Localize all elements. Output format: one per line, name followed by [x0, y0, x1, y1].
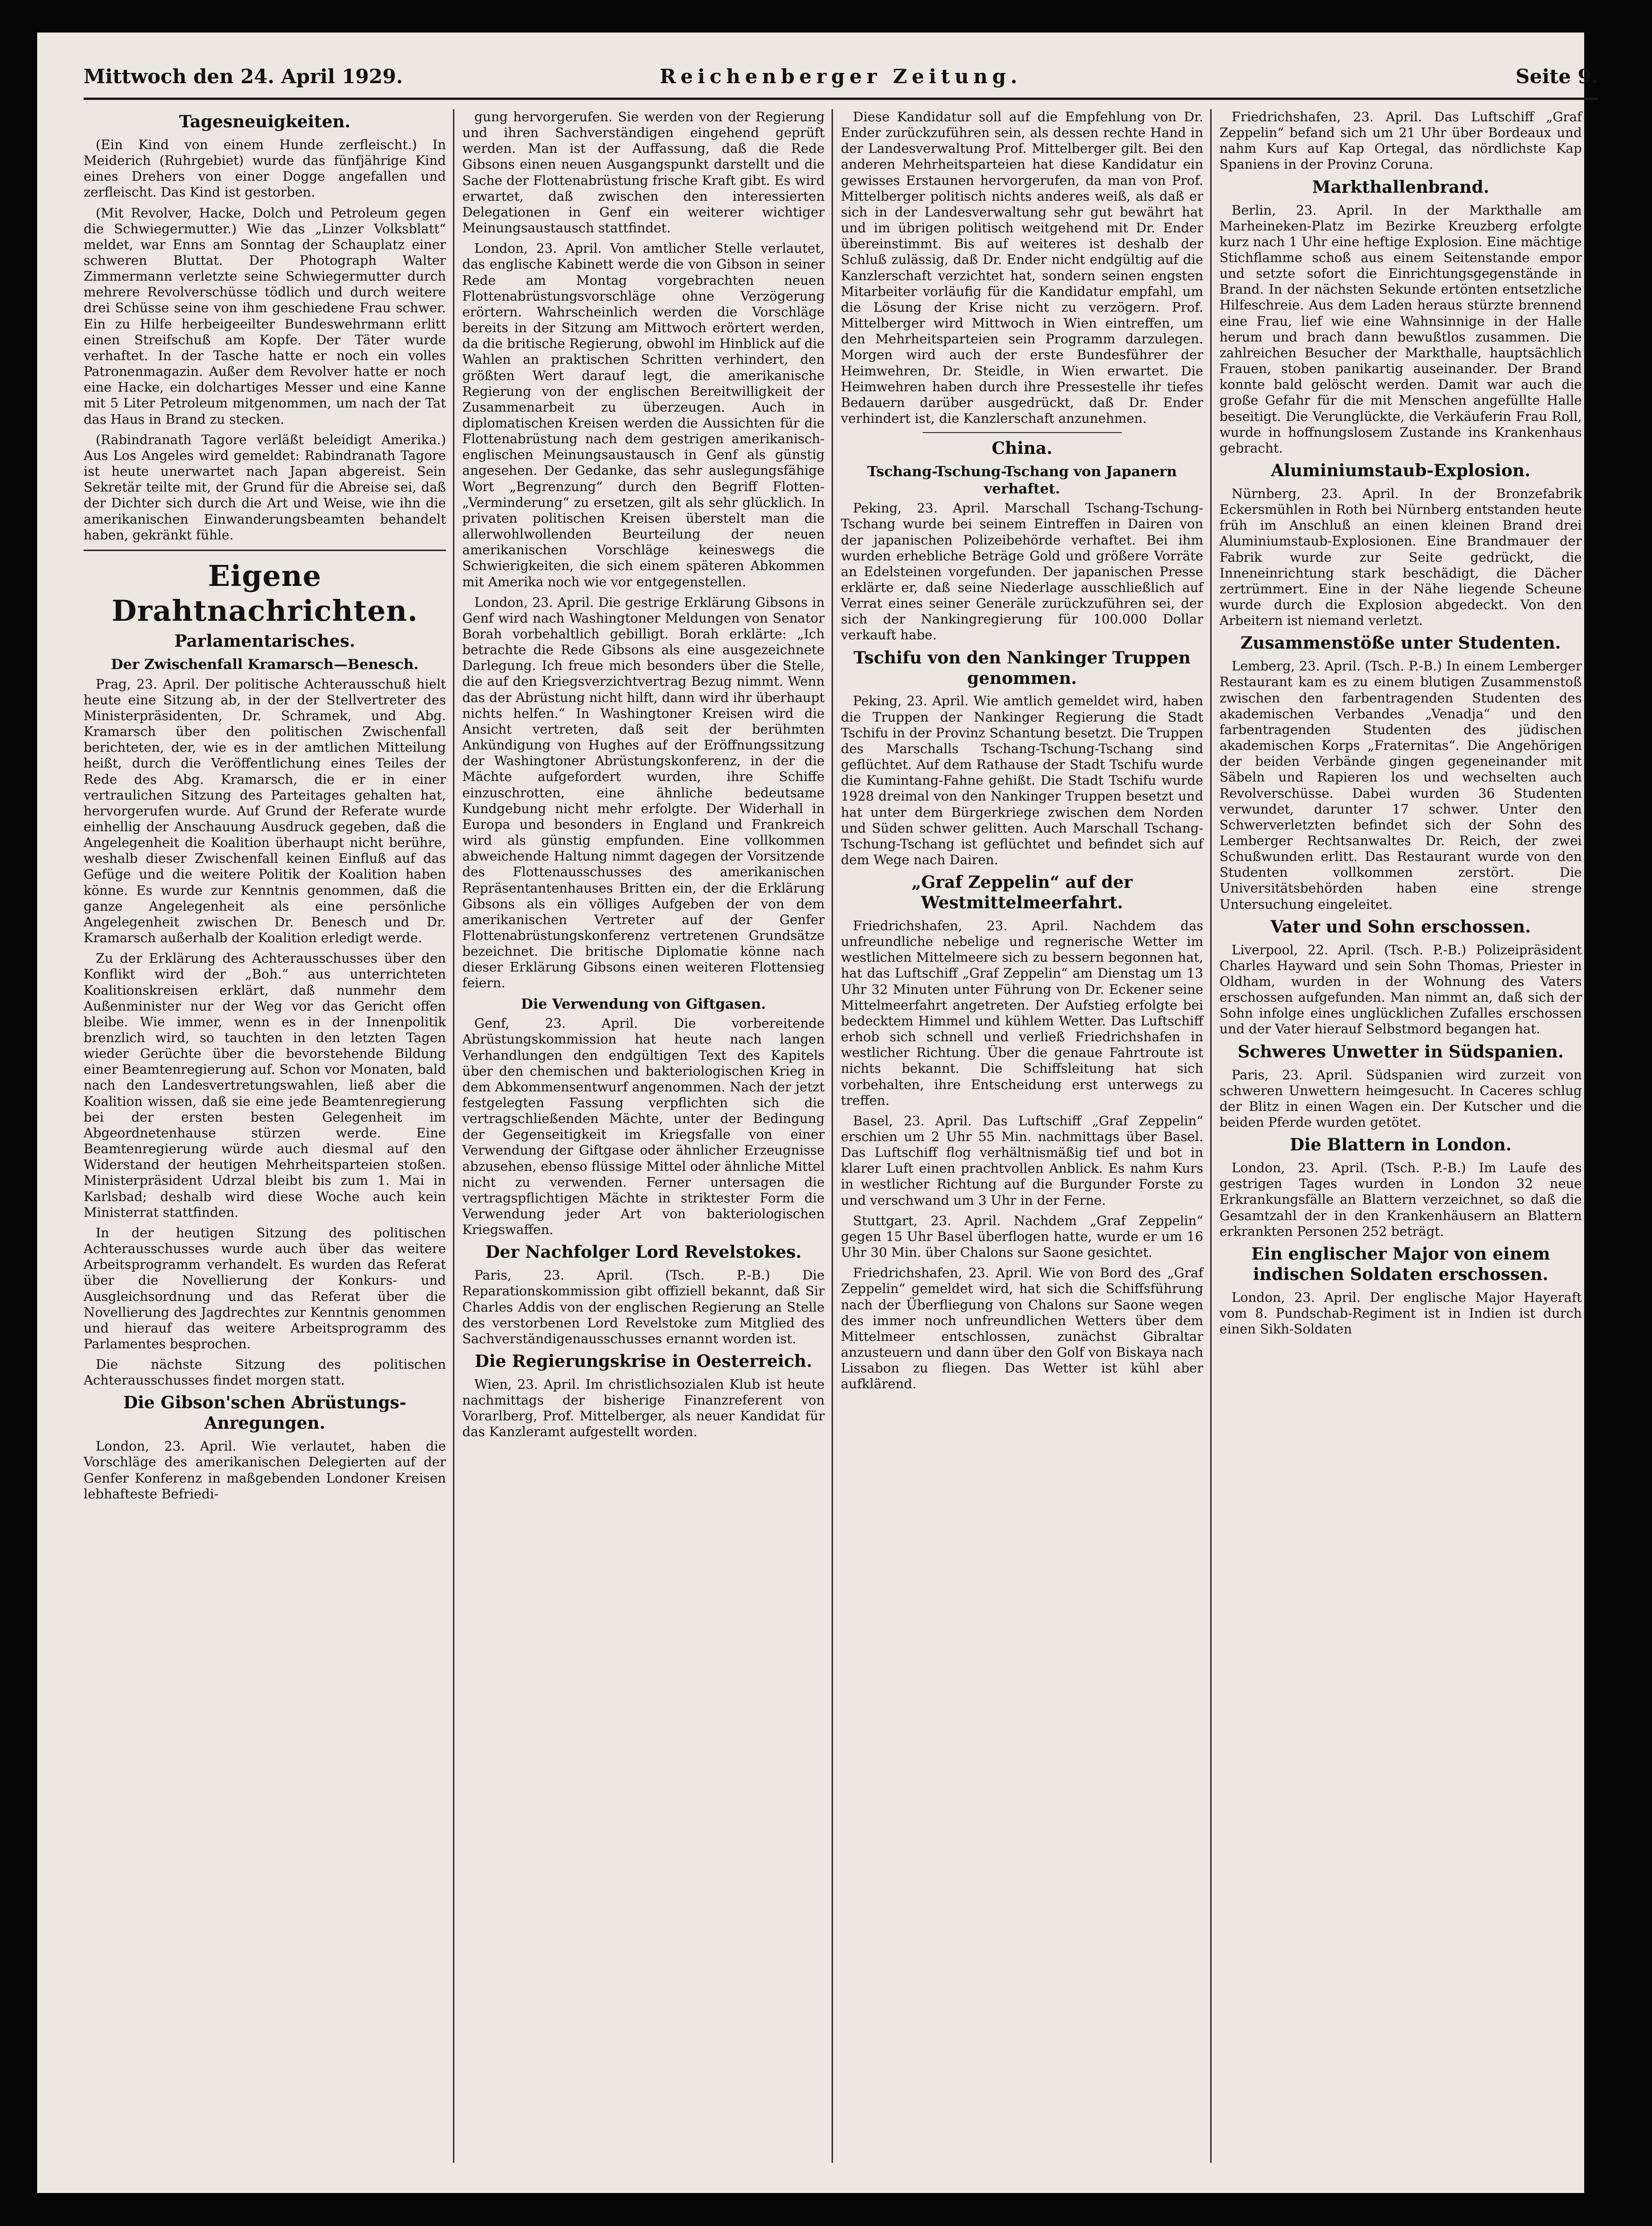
article-paragraph: Friedrichshafen, 23. April. Nachdem das unfreundliche nebelige und regnerische Wetter im westlichen Mittelmeere sich zu bessern begonnen hat, hat das Luftschiff „Graf Zeppelin“ am Dienstag um 13 Uhr 32 Minuten unter Führung von Dr. Eckener seine Mittelmeerfahrt angetreten. Der Aufstieg erfolgte bei bedecktem Himmel und kühlem Wetter. Das Luftschiff erhob sich schnell und verließ Friedrichshafen in westlicher Richtung. Über die genaue Fahrtroute ist nichts bekannt. Die Schiffsleitung hat sich vorbehalten, ihre Entscheidung erst unterwegs zu treffen.: [841, 918, 1203, 1108]
article-paragraph: (Rabindranath Tagore verläßt beleidigt Amerika.) Aus Los Angeles wird gemeldet: Rabindranath Tagore ist heute unerwartet nach Japan abgereist. Sein Sekretär teilte mit, der Grund für die Abreise sei, daß der Dichter sich durch die Art und Weise, wie ihn die amerikanischen Einwanderungsbeamten behandelt haben, gekränkt fühle.: [84, 432, 446, 543]
article-paragraph: Die nächste Sitzung des politischen Achterausschusses findet morgen statt.: [84, 1357, 446, 1388]
page-number: Seite 9.: [1515, 65, 1598, 88]
article-paragraph: Friedrichshafen, 23. April. Wie von Bord des „Graf Zeppelin“ gemeldet wird, hat sich die Schiffsführung nach der Überfliegung von Chalons sur Saone wegen des immer noch unfreundlichen Wetters über dem Mittelmeer entschlossen, zunächst Gibraltar anzusteuern und dann über den Golf von Biskaya nach Lissabon zu fliegen. Das Wetter ist kühl aber aufklärend.: [841, 1265, 1203, 1392]
article-paragraph: Friedrichshafen, 23. April. Das Luftschiff „Graf Zeppelin“ befand sich um 21 Uhr über Bordeaux und nahm Kurs auf Kap Ortegal, das nördlichste Kap Spaniens in der Provinz Coruna.: [1219, 109, 1582, 172]
article-paragraph: Wien, 23. April. Im christlichsozialen Klub ist heute nachmittags der bisherige Finanzreferent von Vorarlberg, Prof. Mittelberger, als neuer Kandidat für das Kanzleramt aufgestellt worden.: [462, 1376, 825, 1440]
section-banner: Eigene Drahtnachrichten.: [111, 558, 418, 628]
section-rule: [84, 550, 446, 551]
article-paragraph: London, 23. April. Wie verlautet, haben die Vorschläge des amerikanischen Delegierten auf der Genfer Konferenz in maßgebenden Londoner Kreisen lebhafteste Befriedi-: [84, 1438, 446, 1502]
article-heading: Ein englischer Major von einem indischen Soldaten erschossen.: [1251, 1244, 1550, 1284]
column-4: [1219, 109, 1582, 2163]
article-heading: Die Blattern in London.: [1290, 1135, 1512, 1155]
article-paragraph: (Mit Revolver, Hacke, Dolch und Petroleum gegen die Schwiegermutter.) Wie das „Linzer Volksblatt“ meldet, war Enns am Sonntag der Schauplatz einer schweren Bluttat. Der Photograph Walter Zimmermann verletzte seine Schwiegermutter durch mehrere Revolverschüsse tödlich und durch weitere drei Schüsse seine von ihm geschiedene Frau schwer. Ein zu Hilfe herbeigeeilter Bundeswehrmann erlitt einen Streifschuß am Kopfe. Der Täter wurde verhaftet. In der Tasche hatte er noch ein volles Patronenmagazin. Außer dem Revolver hatte er noch eine Hacke, ein dolchartiges Messer und eine Kanne mit 5 Liter Petroleum mitgenommen, um nach der Tat das Haus in Brand zu stecken.: [84, 205, 446, 427]
column-1: [84, 109, 446, 2163]
article-heading: China.: [991, 439, 1053, 459]
article-paragraph: Lemberg, 23. April. (Tsch. P.-B.) In einem Lemberger Restaurant kam es zu einem blutigen Zusammenstoß zwischen den farbentragenden Studenten des akademischen Verbandes „Venadja“ und den farbentragenden Studenten des jüdischen akademischen Korps „Fraternitas“. Die Angehörigen der beiden Verbände gingen gegeneinander mit Säbeln und Rapieren los und wechselten auch Revolverschüsse. Dabei wurden 36 Studenten verwundet, darunter 17 schwer. Unter den Schwerverletzten befindet sich der Sohn des Lemberger Rechtsanwaltes Dr. Reich, der zwei Schußwunden erlitt. Das Restaurant wurde von den Studenten vollkommen zerstört. Die Universitätsbehörden haben eine strenge Untersuchung eingeleitet.: [1219, 658, 1582, 912]
newspaper-page: [37, 33, 1598, 2193]
article-paragraph: London, 23. April. Von amtlicher Stelle verlautet, das englische Kabinett werde die von Gibson in seiner Rede am Montag vorgebrachten neuen Flottenabrüstungsvorschläge ohne Verzögerung erörtern. Wahrscheinlich werden die Vorschläge bereits in der Sitzung am Mittwoch erörtert werden, da die britische Regierung, obwohl im Hinblick auf die Wahlen an praktischen Schritten verhindert, den größten Wert darauf legt, die amerikanische Regierung von der englischen Bereitwilligkeit der Zusammenarbeit zu überzeugen. Auch in diplomatischen Kreisen werden die Aussichten für die Flottenabrüstung nach dem gestrigen amerikanisch-englischen Meinungsaustausch in Genf als günstig angesehen. Der Gedanke, das sehr auslegungsfähige Wort „Begrenzung“ durch den Begriff Flotten-„Verminderung“ zu ersetzen, gilt als sehr glücklich. In privaten politischen Kreisen überstelt man die allerwohlwollenden Beurteilung der neuen amerikanischen Vorschläge keineswegs die Schwierigkeiten, die sich einem späteren Abkommen mit Amerika noch wie vor entgegenstellen.: [462, 241, 825, 590]
article-heading: Tagesneuigkeiten.: [179, 112, 351, 131]
article-heading: Schweres Unwetter in Südspanien.: [1238, 1042, 1564, 1062]
article-paragraph: Peking, 23. April. Marschall Tschang-Tschung-Tschang wurde bei seinem Eintreffen in Dairen von der japanischen Polizeibehörde verhaftet. Bei ihm wurden erhebliche Beträge Gold und größere Vorräte an Edelsteinen vorgefunden. Der japanischen Presse erklärte er, daß seine Niederlage ausschließlich auf Verrat eines seiner Generäle zurückzuführen sei, der sich der Nankingregierung für 100.000 Dollar verkauft habe.: [841, 500, 1203, 643]
article-heading: Tschifu von den Nankinger Truppen genommen.: [853, 648, 1191, 688]
article-paragraph: London, 23. April. Der englische Major Hayeraft vom 8. Pundschab-Regiment ist in Indien ist durch einen Sikh-Soldaten: [1219, 1289, 1582, 1337]
column-divider: [453, 109, 454, 2163]
article-heading: Der Nachfolger Lord Revelstokes.: [485, 1242, 802, 1262]
article-paragraph: gung hervorgerufen. Sie werden von der Regierung und ihren Sachverständigen eingehend geprüft werden. Man ist der Auffassung, daß die Rede Gibsons einen neuen Ausgangspunkt darstellt und die Sache der Flottenabrüstung frische Kraft gibt. Es wird erwartet, daß zwischen den interessierten Delegationen in Genf ein weiterer wichtiger Meinungsaustausch stattfindet.: [462, 109, 825, 236]
column-3: [841, 109, 1203, 2163]
article-paragraph: (Ein Kind von einem Hunde zerfleischt.) In Meiderich (Ruhrgebiet) wurde das fünfjährige Kind eines Drehers von einer Dogge angefallen und zerfleischt. Das Kind ist gestorben.: [84, 137, 446, 200]
article-paragraph: Basel, 23. April. Das Luftschiff „Graf Zeppelin“ erschien um 2 Uhr 55 Min. nachmittags über Basel. Das Luftschiff flog verhältnismäßig tief und bot in klarer Luft einen prachtvollen Anblick. Es nahm Kurs in westlicher Richtung auf die Burgunder Forste zu und verschwand um 3 Uhr in der Ferne.: [841, 1113, 1203, 1208]
article-subheading: Die Verwendung von Giftgasen.: [521, 996, 766, 1012]
article-heading: Zusammenstöße unter Studenten.: [1240, 633, 1561, 653]
column-2: [462, 109, 825, 2163]
article-paragraph: Prag, 23. April. Der politische Achterausschuß hielt heute eine Sitzung ab, in der der Stellvertreter des Ministerpräsidenten, Dr. Schramek, und Abg. Kramarsch über den politischen Zwischenfall berichteten, der, wie es in der amtlichen Mitteilung heißt, durch die Veröffentlichung eines Teiles der Rede des Abg. Kramarsch, die er in einer vertraulichen Sitzung des Parteitages gehalten hat, hervorgerufen wurde. Auf Grund der Referate wurde einhellig der Anschauung Ausdruck gegeben, daß die Angelegenheit die Koalition überhaupt nicht berühre, weshalb dieser Zwischenfall keinen Einfluß auf das Gefüge und die weitere Politik der Koalition haben könne. Es wurde zur Kenntnis genommen, daß die ganze Angelegenheit als eine persönliche Angelegenheit zwischen Dr. Benesch und Dr. Kramarsch außerhalb der Koalition erledigt werde.: [84, 676, 446, 946]
article-subheading: Tschang-Tschung-Tschang von Japanern verhaftet.: [867, 464, 1177, 497]
article-heading: Markthallenbrand.: [1312, 177, 1489, 197]
masthead: [84, 65, 1598, 102]
article-paragraph: London, 23. April. Die gestrige Erklärung Gibsons in Genf wird nach Washingtoner Meldungen von Senator Borah vorbehaltlich gebilligt. Borah erklärte: „Ich betrachte die Rede Gibsons als eine ausgezeichnete Darlegung. Ich freue mich besonders über die Stelle, die auf den Kriegsverzichtvertrag Bezug nimmt. Wenn das der Abrüstung nicht hilft, dann wird ihr überhaupt nichts helfen.“ In Washingtoner Kreisen wird die Ansicht vertreten, daß seit der berühmten Ankündigung von Hughes auf der Eröffnungssitzung der Washingtoner Abrüstungskonferenz, in der die Mächte aufgefordert wurden, ihre Schiffe einzuschrotten, eine ähnliche bedeutsame Kundgebung nicht mehr erfolgte. Der Widerhall in Europa und besonders in England und Frankreich wird als günstig empfunden. Eine vollkommen abweichende Haltung nimmt dagegen der Vorsitzende des Flottenausschusses des amerikanischen Repräsentantenhauses Britten ein, der die Erklärung Gibsons als ein völliges Aufgeben der von dem amerikanischen Vertreter auf der Genfer Flottenabrüstungskonferenz vertretenen Grundsätze bezeichnet. Die britische Diplomatie könne nach dieser Erklärung Gibsons einen weiteren Flottensieg feiern.: [462, 594, 825, 991]
article-heading: Die Gibson'schen Abrüstungs-Anregungen.: [123, 1393, 406, 1433]
article-paragraph: Peking, 23. April. Wie amtlich gemeldet wird, haben die Truppen der Nankinger Regierung die Stadt Tschifu in der Provinz Schantung besetzt. Die Truppen des Marschalls Tschang-Tschung-Tschang sind geflüchtet. Auf dem Rathause der Stadt Tschifu wurde die Kumintang-Fahne gehißt. Die Stadt Tschifu wurde 1928 dreimal von den Nankinger Truppen besetzt und hat unter dem Bürgerkriege zwischen dem Norden und Süden schwer gelitten. Auch Marschall Tschang-Tschung-Tschang ist geflüchtet und befindet sich auf dem Wege nach Dairen.: [841, 693, 1203, 867]
article-paragraph: Paris, 23. April. Südspanien wird zurzeit von schweren Unwettern heimgesucht. In Caceres schlug der Blitz in einen Wagen ein. Der Kutscher und die beiden Pferde wurden getötet.: [1219, 1067, 1582, 1130]
article-paragraph: Nürnberg, 23. April. In der Bronzefabrik Eckersmühlen in Roth bei Nürnberg entstanden heute früh im Anschluß an einen kleinen Brand drei Aluminiumstaub-Explosionen. Eine Brandmauer der Fabrik wurde zur Seite gedrückt, die Inneneinrichtung stark beschädigt, die Dächer zertrümmert. Eine in der Nähe liegende Scheune wurde durch die Explosion abgedeckt. Von den Arbeitern ist niemand verletzt.: [1219, 486, 1582, 629]
article-rule: [923, 432, 1122, 433]
article-paragraph: Berlin, 23. April. In der Markthalle am Marheineken-Platz im Bezirke Kreuzberg erfolgte kurz nach 1 Uhr eine heftige Explosion. Eine mächtige Stichflamme schoß aus einem Seitenstande empor und setzte sofort die Einrichtungsgegenstände in Brand. In der nächsten Sekunde ertönten entsetzliche Hilfeschreie. Aus dem Laden heraus stürzte brennend eine Frau, lief wie eine Wahnsinnige in der Halle herum und brach dann bewußtlos zusammen. Die zahlreichen Besucher der Markthalle, hauptsächlich Frauen, stoben panikartig auseinander. Der Brand konnte bald gelöscht werden. Damit war auch die große Gefahr für die mit Menschen angefüllte Halle beseitigt. Die Verunglückte, die Verkäuferin Frau Roll, wurde in hoffnungslosem Zustande ins Krankenhaus gebracht.: [1219, 202, 1582, 456]
header-rule: [84, 98, 1598, 100]
article-paragraph: Genf, 23. April. Die vorbereitende Abrüstungskommission hat heute nach langen Verhandlungen den endgültigen Text des Kapitels über den chemischen und bakteriologischen Krieg in dem Abkommensentwurf angenommen. Nach der jetzt festgelegten Fassung verpflichten sich die vertragschließenden Mächte, unter der Bedingung der Gegenseitigkeit im Kriegsfalle von einer Verwendung der Giftgase oder ähnlicher Erzeugnisse abzusehen, ebenso flüssige Mittel oder ähnliche Mittel nicht zu verwenden. Ferner untersagen die vertragspflichtigen Mächte in striktester Form die Verwendung jeder Art von bakteriologischen Kriegswaffen.: [462, 1016, 825, 1238]
issue-date: Mittwoch den 24. April 1929.: [84, 65, 403, 88]
article-heading: Aluminiumstaub-Explosion.: [1271, 461, 1531, 481]
article-heading: Die Regierungskrise in Oesterreich.: [474, 1352, 813, 1372]
column-divider: [1210, 109, 1212, 2163]
article-paragraph: Stuttgart, 23. April. Nachdem „Graf Zeppelin“ gegen 15 Uhr Basel überflogen hatte, wurde er um 16 Uhr 30 Min. über Chalons sur Saone gesichtet.: [841, 1213, 1203, 1261]
article-paragraph: Diese Kandidatur soll auf die Empfehlung von Dr. Ender zurückzuführen sein, als dessen rechte Hand in der Landesverwaltung Prof. Mittelberger gilt. Bei den anderen Mehrheitsparteien hat diese Kandidatur ein gewisses Erstaunen hervorgerufen, da man von Prof. Mittelberger politisch nichts anderes weiß, als daß er sich in der Landesverwaltung sehr gut bewährt hat und im übrigen politisch weitgehend mit Dr. Ender übereinstimmt. Bis auf weiteres ist deshalb der Schluß zulässig, daß Dr. Ender nicht endgültig auf die Kanzlerschaft verzichtet hat, sondern seinen engsten Mitarbeiter vorläufig für die Kandidatur empfahl, um die Lösung der Krise nicht zu verzögern. Prof. Mittelberger wird Mittwoch in Wien eintreffen, um den Mehrheitsparteien sein Programm darzulegen. Morgen wird auch der erste Bundesführer der Heimwehren, Dr. Steidle, in Wien erwartet. Die Heimwehren haben durch ihre Pressestelle ihr tiefes Bedauern darüber ausgedrückt, daß Dr. Ender verhindert ist, die Kanzlerschaft anzunehmen.: [841, 109, 1203, 426]
article-paragraph: Zu der Erklärung des Achterausschusses über den Konflikt wird der „Boh.“ aus unterrichteten Koalitionskreisen erklärt, daß nunmehr dem Außenminister nur der Weg vor das Gericht offen bleibe. Wie immer, wenn es in der Innenpolitik brenzlich wird, so tauchten in den letzten Tagen wieder Gerüchte über die bevorstehende Bildung einer Beamtenregierung auf. Schon vor Monaten, bald nach den Landesvertretungswahlen, ließ aber die Koalition wissen, daß sie eine jede Beamtenregierung bei der ersten besten Gelegenheit im Abgeordnetenhause stürzen werde. Eine Beamtenregierung würde auch diesmal auf den Widerstand der heutigen Mehrheitsparteien stoßen. Ministerpräsident Udrzal bleibt bis zum 1. Mai in Karlsbad; deshalb wird diese Woche auch kein Ministerrat stattfinden.: [84, 951, 446, 1220]
article-paragraph: Liverpool, 22. April. (Tsch. P.-B.) Polizeipräsident Charles Hayward und sein Sohn Thomas, Priester in Oldham, wurden in der Wohnung des Vaters erschossen aufgefunden. Man nimmt an, daß sich der Sohn infolge eines unglücklichen Zufalles erschossen und der Vater hierauf Selbstmord begangen hat.: [1219, 942, 1582, 1037]
article-heading: „Graf Zeppelin“ auf der Westmittelmeerfahrt.: [911, 873, 1133, 913]
article-subheading: Der Zwischenfall Kramarsch—Benesch.: [111, 656, 419, 673]
newspaper-title: Reichenberger Zeitung.: [660, 65, 1022, 88]
article-heading: Vater und Sohn erschossen.: [1270, 917, 1531, 937]
article-paragraph: London, 23. April. (Tsch. P.-B.) Im Laufe des gestrigen Tages wurden in London 32 neue Erkrankungsfälle an Blattern verzeichnet, so daß die Gesamtzahl der in den Krankenhäusern an Blattern erkrankten Personen 252 beträgt.: [1219, 1160, 1582, 1239]
article-heading: Parlamentarisches.: [174, 631, 355, 651]
article-paragraph: Paris, 23. April. (Tsch. P.-B.) Die Reparationskommission gibt offiziell bekannt, daß Sir Charles Addis von der englischen Regierung an Stelle des verstorbenen Lord Revelstoke zum Mitglied des Sachverständigenausschusses ernannt worden ist.: [462, 1267, 825, 1346]
column-divider: [832, 109, 833, 2163]
article-paragraph: In der heutigen Sitzung des politischen Achterausschusses wurde auch über das weitere Arbeitsprogramm verhandelt. Es wurden das Referat über die Novellierung der Konkurs- und Ausgleichsordnung und das Referat über die Novellierung des Jagdrechtes zur Kenntnis genommen und hierauf das weitere Arbeitsprogramm des Parlamentes besprochen.: [84, 1225, 446, 1352]
